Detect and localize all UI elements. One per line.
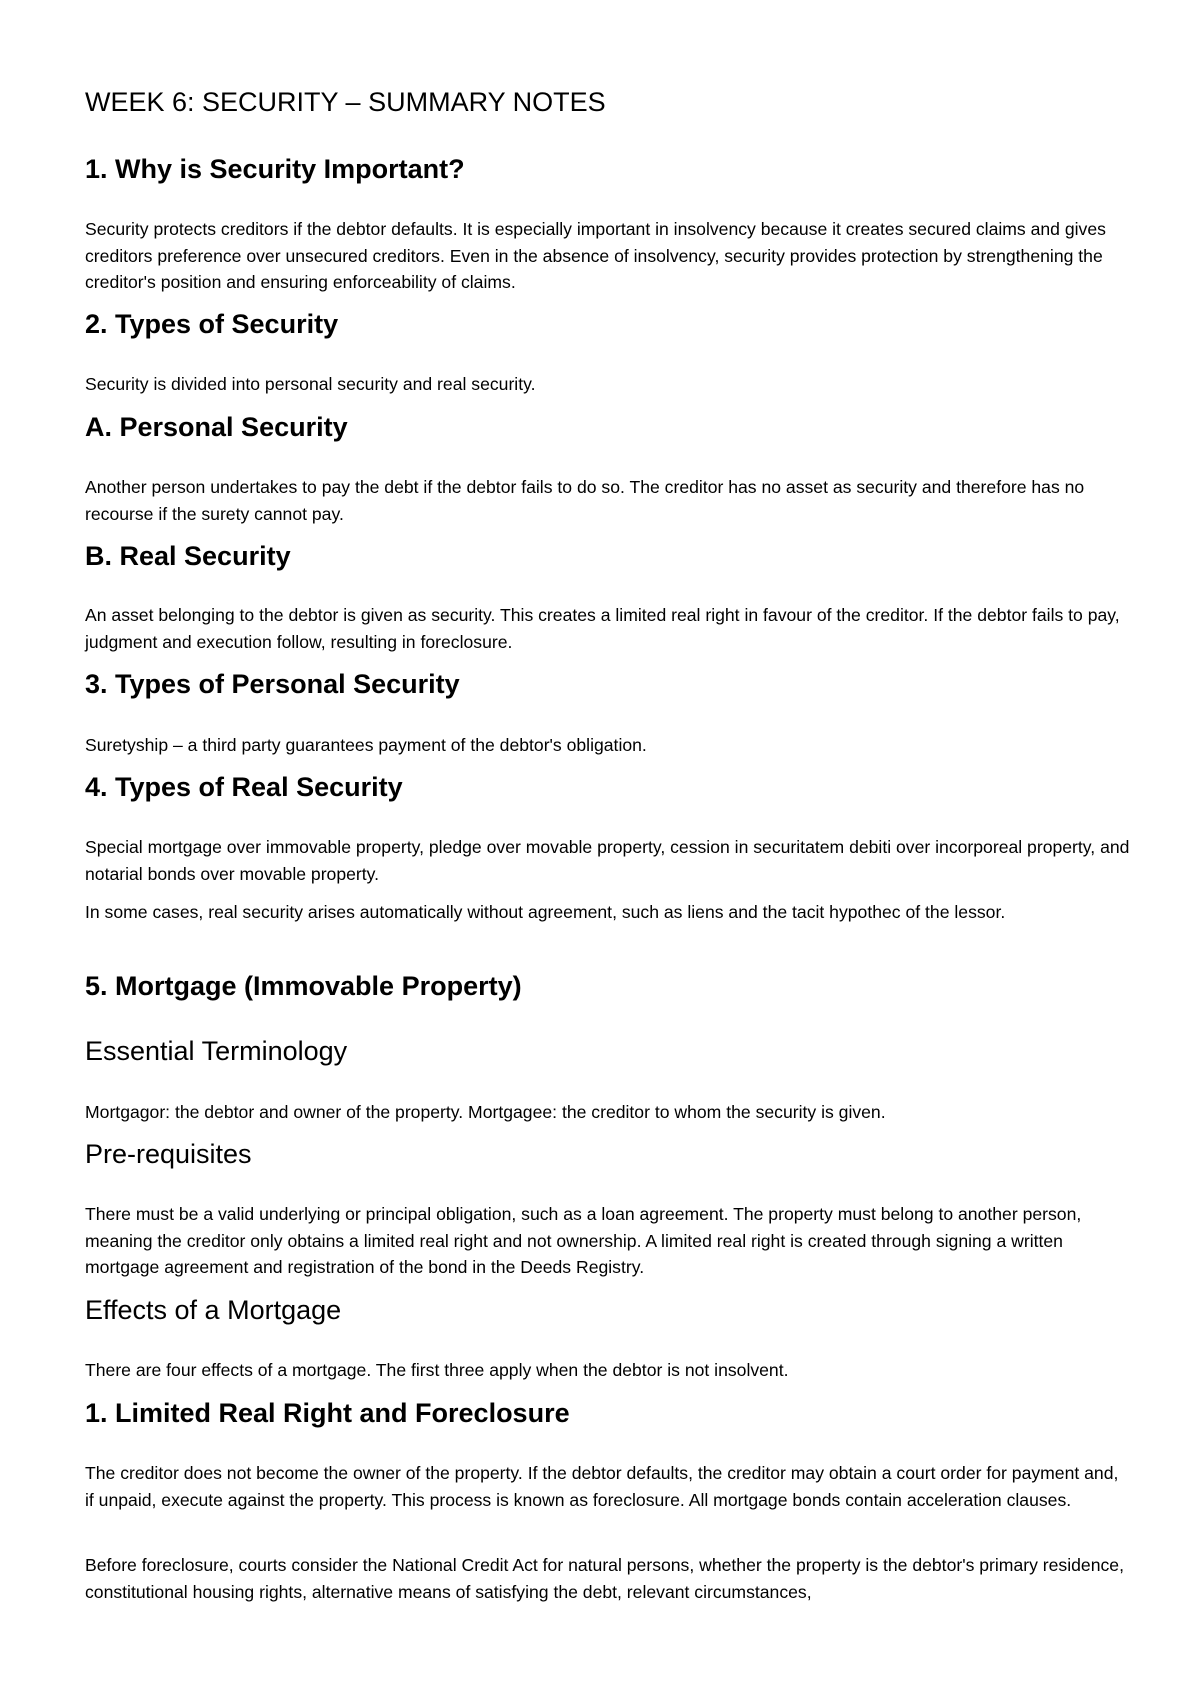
heading-limited-real-right: 1. Limited Real Right and Foreclosure <box>85 1398 570 1428</box>
heading-why-security-important: 1. Why is Security Important? <box>85 154 465 184</box>
heading-personal-security: A. Personal Security <box>85 412 348 442</box>
page-title: WEEK 6: SECURITY – SUMMARY NOTES <box>85 87 606 117</box>
paragraph-before-foreclosure: Before foreclosure, courts consider the National Credit Act for natural persons, whether the property is the debtor's primary residence, constitutional housing rights, alternative means of satisfying the debt, relevant circumstances, <box>85 1555 1124 1602</box>
heading-real-security: B. Real Security <box>85 541 291 571</box>
paragraph-types-of-security: Security is divided into personal security and real security. <box>85 374 536 394</box>
paragraph-suretyship: Suretyship – a third party guarantees payment of the debtor's obligation. <box>85 735 647 755</box>
paragraph-real-security: An asset belonging to the debtor is given as security. This creates a limited real right in favour of the creditor. If the debtor fails to pay, judgment and execution follow, resulting in foreclosure. <box>85 605 1120 652</box>
heading-essential-terminology: Essential Terminology <box>85 1036 348 1066</box>
paragraph-effects-of-mortgage: There are four effects of a mortgage. The first three apply when the debtor is not insolvent. <box>85 1360 789 1380</box>
paragraph-why-security: Security protects creditors if the debtor defaults. It is especially important in insolvency because it creates secured claims and gives creditors preference over unsecured creditors. Even in the absence of insolvency, security provides protection by strengthening the creditor's position and ensuring enforceability of claims. <box>85 219 1106 292</box>
heading-pre-requisites: Pre-requisites <box>85 1139 252 1169</box>
paragraph-terminology: Mortgagor: the debtor and owner of the property. Mortgagee: the creditor to whom the security is given. <box>85 1102 886 1122</box>
heading-types-of-security: 2. Types of Security <box>85 309 339 339</box>
paragraph-real-security-automatic: In some cases, real security arises automatically without agreement, such as liens and the tacit hypothec of the lessor. <box>85 902 1006 922</box>
paragraph-foreclosure: The creditor does not become the owner of the property. If the debtor defaults, the creditor may obtain a court order for payment and, if unpaid, execute against the property. This process is known as foreclosure. All mortgage bonds contain acceleration clauses. <box>85 1463 1119 1510</box>
heading-mortgage: 5. Mortgage (Immovable Property) <box>85 971 522 1001</box>
paragraph-personal-security: Another person undertakes to pay the debt if the debtor fails to do so. The creditor has no asset as security and therefore has no recourse if the surety cannot pay. <box>85 477 1085 524</box>
heading-effects-of-mortgage: Effects of a Mortgage <box>85 1295 342 1325</box>
heading-types-of-real-security: 4. Types of Real Security <box>85 772 403 802</box>
paragraph-pre-requisites: There must be a valid underlying or principal obligation, such as a loan agreement. The property must belong to another person, meaning the creditor only obtains a limited real right and not ownership. A limited real right is created through signing a written mortgage agreement and registration of the bond in the Deeds Registry. <box>85 1204 1082 1277</box>
paragraph-real-security-types: Special mortgage over immovable property, pledge over movable property, cession in securitatem debiti over incorporeal property, and notarial bonds over movable property. <box>85 837 1130 884</box>
heading-types-of-personal-security: 3. Types of Personal Security <box>85 669 460 699</box>
